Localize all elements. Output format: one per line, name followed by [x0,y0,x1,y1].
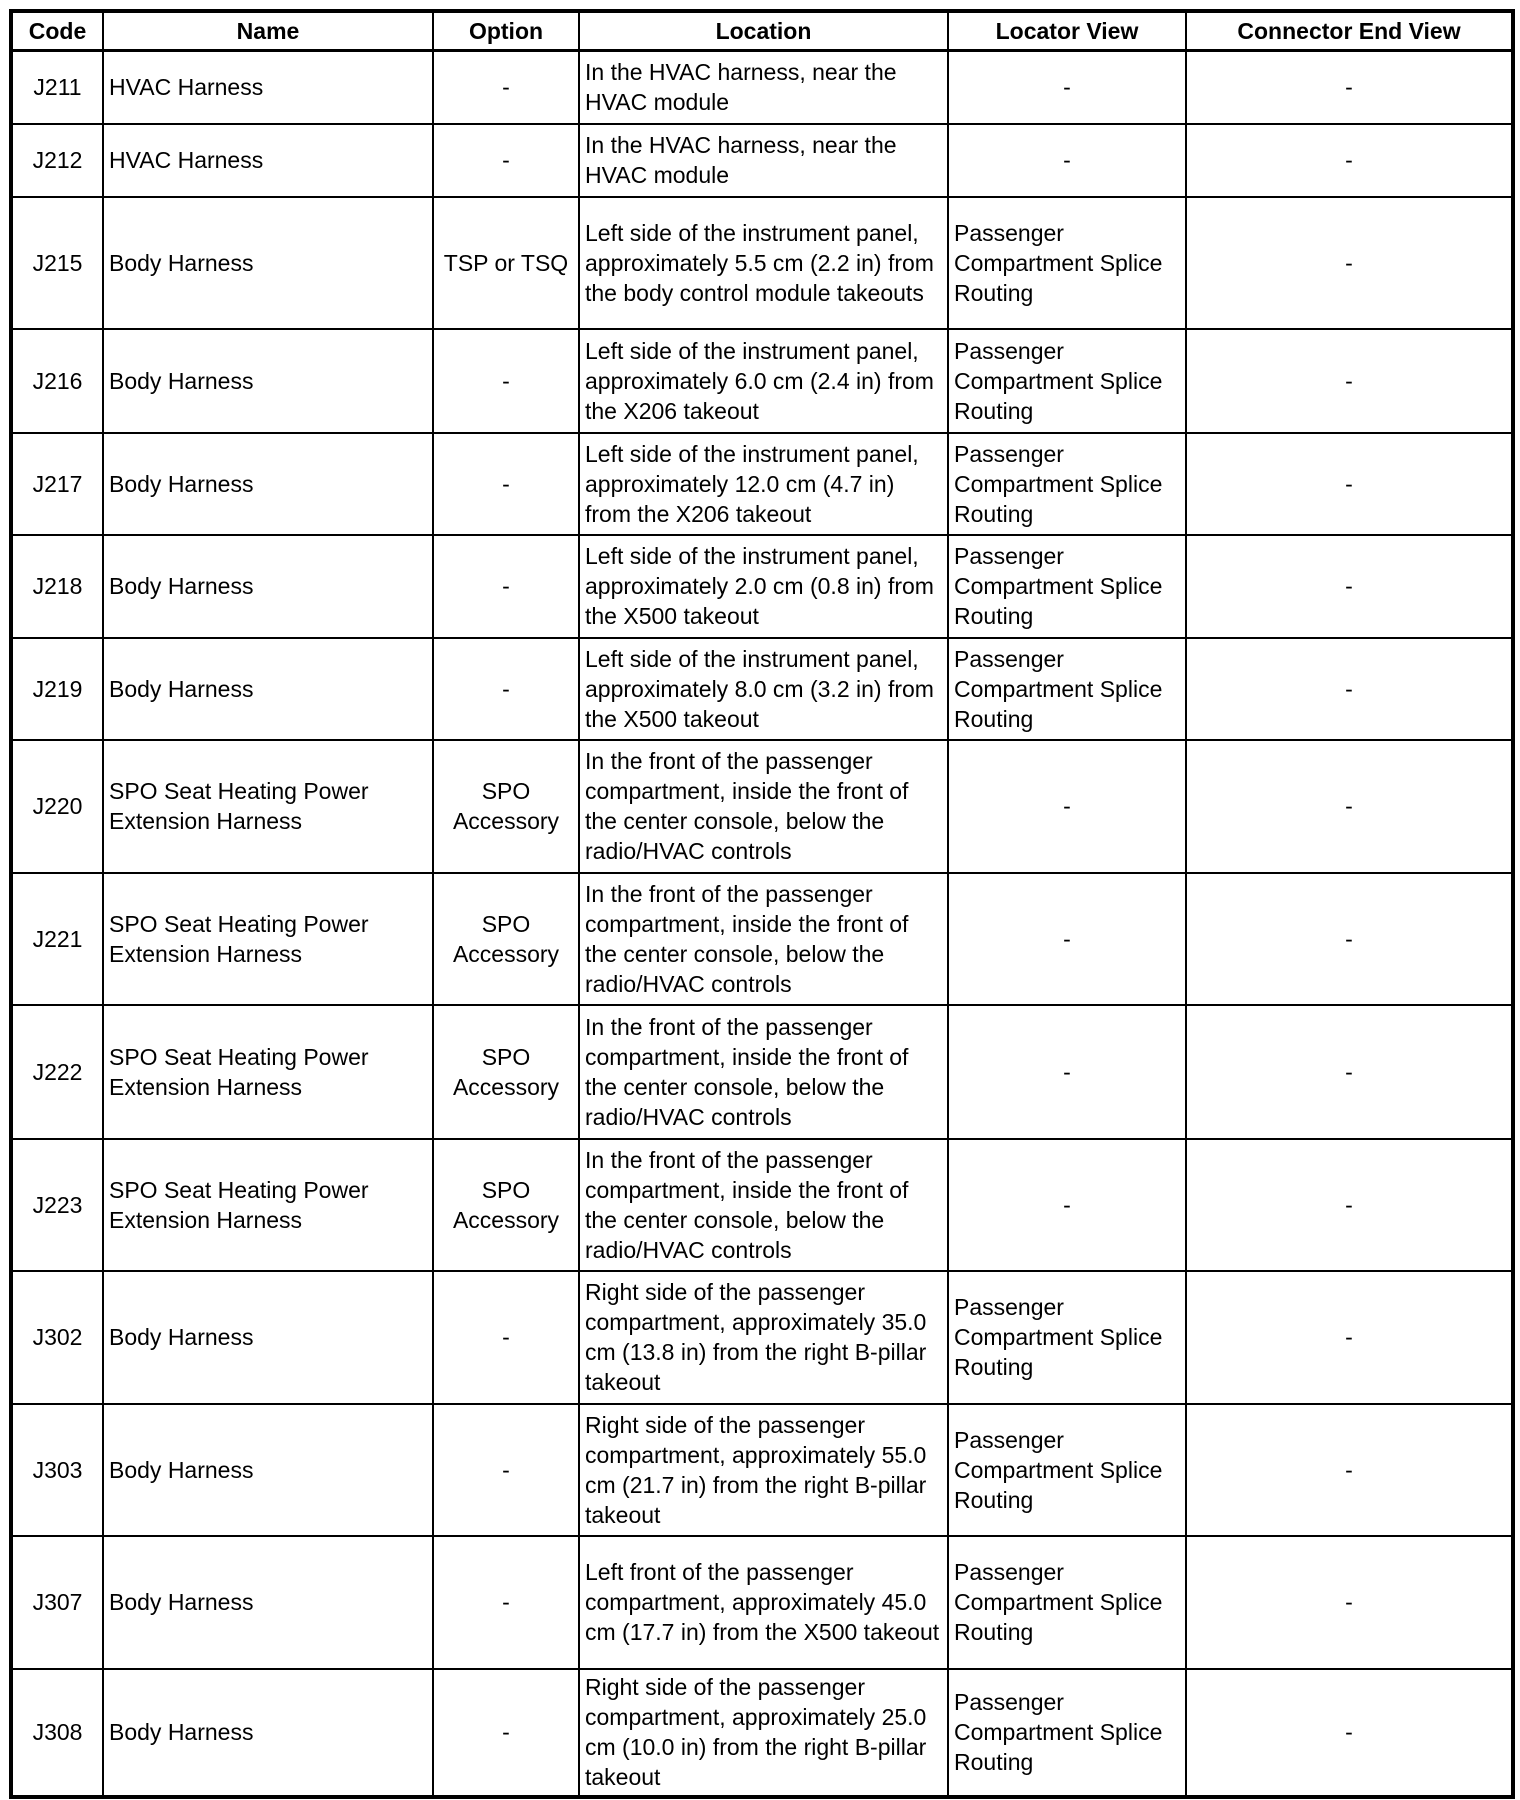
cell-name: SPO Seat Heating Power Extension Harness [103,873,433,1005]
cell-location: Left side of the instrument panel, approximately 6.0 cm (2.4 in) from the X206 takeout [579,329,948,433]
table-row [11,638,1513,740]
cell-location: In the HVAC harness, near the HVAC module [579,124,948,197]
cell-name: Body Harness [103,638,433,740]
cell-code: J223 [11,1139,103,1271]
cell-connector-end-view: - [1186,1404,1513,1536]
cell-locator-view: - [948,124,1186,197]
cell-option: SPO Accessory [433,1005,579,1139]
header-option: Option [433,11,579,51]
cell-option: SPO Accessory [433,740,579,873]
cell-connector-end-view: - [1186,1536,1513,1669]
cell-location: Left side of the instrument panel, approximately 12.0 cm (4.7 in) from the X206 takeout [579,433,948,535]
cell-name: Body Harness [103,1536,433,1669]
cell-code: J215 [11,197,103,329]
cell-locator-view: Passenger Compartment Splice Routing [948,1404,1186,1536]
table-row [11,740,1513,873]
cell-code: J219 [11,638,103,740]
table-row [11,535,1513,638]
cell-code: J218 [11,535,103,638]
header-row [11,11,1513,51]
cell-name: Body Harness [103,433,433,535]
cell-option: - [433,1404,579,1536]
cell-location: In the front of the passenger compartment, inside the front of the center console, below the radio/HVAC controls [579,740,948,873]
cell-location: Right side of the passenger compartment, approximately 25.0 cm (10.0 in) from the right B-pillar takeout [579,1669,948,1797]
cell-name: Body Harness [103,535,433,638]
table-row [11,197,1513,329]
cell-code: J222 [11,1005,103,1139]
cell-connector-end-view: - [1186,51,1513,124]
cell-connector-end-view: - [1186,1271,1513,1404]
cell-option: - [433,433,579,535]
cell-name: HVAC Harness [103,124,433,197]
cell-locator-view: - [948,873,1186,1005]
cell-code: J302 [11,1271,103,1404]
cell-option: - [433,51,579,124]
cell-location: Left side of the instrument panel, approximately 8.0 cm (3.2 in) from the X500 takeout [579,638,948,740]
cell-name: Body Harness [103,1669,433,1797]
cell-locator-view: - [948,51,1186,124]
cell-option: - [433,638,579,740]
cell-connector-end-view: - [1186,1005,1513,1139]
cell-code: J220 [11,740,103,873]
cell-locator-view: - [948,1005,1186,1139]
cell-location: In the front of the passenger compartment, inside the front of the center console, below the radio/HVAC controls [579,873,948,1005]
cell-option: - [433,535,579,638]
cell-name: Body Harness [103,1271,433,1404]
cell-code: J212 [11,124,103,197]
header-name: Name [103,11,433,51]
cell-connector-end-view: - [1186,638,1513,740]
cell-connector-end-view: - [1186,329,1513,433]
cell-location: In the HVAC harness, near the HVAC module [579,51,948,124]
table-row [11,1669,1513,1797]
cell-option: SPO Accessory [433,873,579,1005]
cell-connector-end-view: - [1186,873,1513,1005]
cell-locator-view: Passenger Compartment Splice Routing [948,433,1186,535]
cell-code: J216 [11,329,103,433]
cell-code: J221 [11,873,103,1005]
cell-locator-view: Passenger Compartment Splice Routing [948,329,1186,433]
cell-option: - [433,124,579,197]
cell-option: - [433,1271,579,1404]
table-row [11,1005,1513,1139]
table-row [11,329,1513,433]
cell-name: HVAC Harness [103,51,433,124]
cell-location: Left side of the instrument panel, approximately 5.5 cm (2.2 in) from the body control module takeouts [579,197,948,329]
cell-location: Right side of the passenger compartment, approximately 35.0 cm (13.8 in) from the right B-pillar takeout [579,1271,948,1404]
table-row [11,1271,1513,1404]
cell-option: - [433,1669,579,1797]
table-row [11,51,1513,124]
cell-locator-view: - [948,740,1186,873]
cell-locator-view: Passenger Compartment Splice Routing [948,1271,1186,1404]
cell-code: J307 [11,1536,103,1669]
cell-connector-end-view: - [1186,124,1513,197]
cell-name: SPO Seat Heating Power Extension Harness [103,1005,433,1139]
cell-option: SPO Accessory [433,1139,579,1271]
table-row [11,1536,1513,1669]
cell-location: Right side of the passenger compartment, approximately 55.0 cm (21.7 in) from the right B-pillar takeout [579,1404,948,1536]
cell-connector-end-view: - [1186,433,1513,535]
cell-connector-end-view: - [1186,535,1513,638]
cell-locator-view: Passenger Compartment Splice Routing [948,1536,1186,1669]
splice-table [9,9,1515,1799]
cell-name: Body Harness [103,1404,433,1536]
cell-name: SPO Seat Heating Power Extension Harness [103,740,433,873]
cell-locator-view: Passenger Compartment Splice Routing [948,638,1186,740]
header-locator-view: Locator View [948,11,1186,51]
cell-locator-view: - [948,1139,1186,1271]
cell-location: Left front of the passenger compartment, approximately 45.0 cm (17.7 in) from the X500 takeout [579,1536,948,1669]
cell-location: In the front of the passenger compartment, inside the front of the center console, below the radio/HVAC controls [579,1139,948,1271]
cell-code: J308 [11,1669,103,1797]
table-row [11,1404,1513,1536]
cell-name: SPO Seat Heating Power Extension Harness [103,1139,433,1271]
cell-location: In the front of the passenger compartment, inside the front of the center console, below the radio/HVAC controls [579,1005,948,1139]
cell-option: TSP or TSQ [433,197,579,329]
cell-code: J217 [11,433,103,535]
cell-locator-view: Passenger Compartment Splice Routing [948,535,1186,638]
cell-name: Body Harness [103,329,433,433]
cell-option: - [433,1536,579,1669]
table-row [11,433,1513,535]
cell-option: - [433,329,579,433]
header-location: Location [579,11,948,51]
table-row [11,873,1513,1005]
cell-connector-end-view: - [1186,1139,1513,1271]
header-connector-end-view: Connector End View [1186,11,1513,51]
cell-connector-end-view: - [1186,740,1513,873]
cell-code: J303 [11,1404,103,1536]
cell-name: Body Harness [103,197,433,329]
cell-code: J211 [11,51,103,124]
cell-connector-end-view: - [1186,197,1513,329]
table-row [11,1139,1513,1271]
cell-locator-view: Passenger Compartment Splice Routing [948,1669,1186,1797]
cell-location: Left side of the instrument panel, approximately 2.0 cm (0.8 in) from the X500 takeout [579,535,948,638]
cell-connector-end-view: - [1186,1669,1513,1797]
table-row [11,124,1513,197]
header-code: Code [11,11,103,51]
table-body [11,51,1513,1797]
cell-locator-view: Passenger Compartment Splice Routing [948,197,1186,329]
